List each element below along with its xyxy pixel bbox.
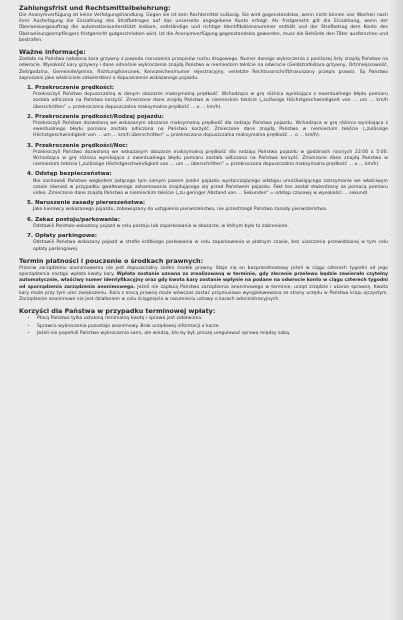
payment-deadline-heading-de: Zahlungsfrist und Rechtsmittelbelehrung:: [19, 4, 171, 12]
benefit-item: • Płacą Państwo tylko ustaloną minimalną kwotę i sprawa jest załatwiona.: [37, 316, 388, 322]
violation-item: [15, 85, 388, 111]
terms-text: [19, 266, 388, 303]
violation-title: 7. Opłaty parkingowe:: [27, 233, 98, 240]
benefits-heading: Korzyści dla Państwa w przypadku terminowej wpłaty:: [19, 307, 216, 316]
violation-item: [15, 114, 388, 140]
page-edge-shadow: [389, 0, 403, 620]
violation-text: Nie zachowali Państwo względem jadącego tym samym pasem jezdni pojazdu wystarczającego odstępu umożliwiającego zatrzymanie we właściwym czasie również w przypadku gwałtownego zahamowania znajdującego się przed Państwem pojazdu. Fakt ten został stwierdzony za pomocą pomiaru video. Zmierzone dane znajdą Państwo w niemieckim tekście („zu geringer Abstand von … Sekunden" = odstęp czasowy w wysokości … sekund).: [33, 178, 388, 197]
violation-item: [15, 143, 388, 169]
important-info-heading: Ważne informacje:: [19, 48, 86, 57]
violation-list: [15, 85, 388, 253]
violation-item: [15, 233, 388, 253]
violation-title: 6. Zakaz postoju/parkowania:: [27, 216, 120, 223]
violation-title: 4. Odstęp bezpieczeństwa:: [27, 171, 112, 178]
benefit-item: • Jeżeli nie popełnili Państwo wykroczenia sami, ale wiedzą, kto by był, proszę uregulować sprawę między sobą.: [37, 331, 388, 337]
payment-deadline-text-de: Die Anonymverfügung ist keine Verfolgungshandlung. Gegen sie ist kein Rechtsmittel zulässig. Sie wird gegenstandslos, wenn nicht binnen vier Wochen nach ihrer Ausfertigung die Einzahlung des Strafbetrages auf das unserseits angegebene Konto erfolgt. Als fristgerecht gilt die Einzahlung, wenn der Überweisungsauftrag die automationsunterstützt lesbare, vollständige und richtige Identifikationsnummer enthält und der Strafbetrag dem Konto des Überweisungsempfängers fristgerecht gutgeschrieben wird. Ist die Anonymverfügung gegenstandslos geworden, muss die Behörde den Täter ausforschen und bestrafen.: [19, 13, 388, 43]
terms-text-part: Przeciw zarządzeniu anonimowemu nie jest dopuszczalny żaden środek prawny. Staje się on bezprzedmiotowy jeżeli w ciągu czterech tygodni od jego sporządzenia nastąpi wpłata kwoty kary.: [19, 265, 388, 278]
violation-text: Przekroczyli Państwo dopuszczalną w danym obszarze maksymalną prędkość. Wchodząca w grę różnica wynikająca z ewentualnego błędu pomiaru została odliczona na Państwa korzyść. Zmierzone dane znajdą Państwo w niemieckim tekście („zulässige Höchstgeschwindigkeit von … um … km/h überschritten" = przekroczona dopuszczalna maksymalna prędkość … o … km/h).: [33, 92, 388, 110]
benefits-list: [29, 316, 388, 337]
violation-title: 2. Przekroczenie prędkości/Rodzaj pojazdu:: [27, 113, 164, 120]
violation-item: [15, 200, 388, 213]
terms-heading: Termin płatności i pouczenie o środkach prawnych:: [19, 256, 204, 265]
terms-text-bold: Wpłata zostanie uznana za zrealizowaną w terminie, gdy zlecenie przelewu będzie zawierało czytelny automatycznie, właściwy numer identyfikacyjny oraz gdy kwota kary zostanie wpłynie na podane na odwrocie konto w ciągu czterech tygodni od sporządzenia zarządzenia anonimowego.: [19, 272, 388, 290]
violation-text: Jako kierowcy wskazanego pojazdu, zobowiązany do ustąpienia pierwszeństwa, nie przestrzegli Państwo zasady pierwszeństwa.: [33, 207, 328, 213]
violation-title: 5. Naruszenie zasady pierwszeństwa:: [27, 200, 146, 207]
violation-text: Przekroczyli Państwo dozwoloną we wskazanym obszarze maksymalną prędkość dla rodzaju Państwa pojazdu w godzinach nocnych 22:00 a 5:00. Wchodząca w grę różnica wynikająca z ewentualnego błędu pomiaru została odliczona na Państwa korzyść. Zmierzone dane znajdą Państwo w niemieckim tekście („zulässige Höchstgeschwindigkeit von … um … überschritten" = przekroczona dopuszczalna maksymalna prędkość … o … km/h).: [33, 149, 388, 168]
violation-text: Odstawili Państwo wskazany pojazd w celu postoju lub zaparkowania w obszarze, w którym było to zabronione.: [33, 223, 289, 229]
important-info-text: Została na Państwa nałożona kara grzywny z powodu naruszenia przepisów ruchu drogowego. Numer danego wykroczenia z poniższej listy znajdą Państwo na odwrocie. Wysokość kary grzywny i dane odnośnie wykroczenia znajdą Państwo w niemieckim tekście na odwrocie (Geldstrafe/kara grzywny, Ort/miejscowość, Zeit/godzina, Gemeinde/gmina, Richtung/kierunek, Kennzeichen/numer rejestracyjny, verletzte Rechtsvorschrift/naruszony przepis prawa). Są Państwo zaproszeni jako właściciele zatwierdzeni o dopuszczenie wskazanego pojazdu.: [19, 57, 388, 81]
violation-text: Odstawili Państwo wskazany pojazd w strefie krótkiego parkowania w celu zaparkowania w płatnym czasie, bez uiszczenia przewidzianej w tym celu opłaty parkingowej.: [33, 240, 388, 252]
violation-title: 1. Przekroczenie prędkości:: [27, 85, 114, 92]
benefit-item: • Sprawca wykroczenia pozostaje anonimowy. Brak urzędowej informacji o karze.: [37, 324, 388, 330]
violation-title: 3. Przekroczenie prędkości/Noc:: [27, 142, 128, 149]
violation-text: Przekroczyli Państwo dozwoloną we wskazanym obszarze maksymalną prędkość dla rodzaju Państwa pojazdu. Wchodząca w grę różnica wynikająca z ewentualnego błędu pomiaru została odliczona na Państwa korzyść. Zmierzone dane znajdą Państwo w niemieckim tekście („zulässige Höchstgeschwindigkeit von … um … km/h überschritten" = przekroczona dopuszczalna maksymalna prędkość … o … km/h).: [33, 121, 388, 139]
document-content: [15, 4, 388, 338]
violation-item: [15, 217, 388, 230]
terms-text-part: Jeżeli nie zapłacą Państwo zarządzenia anonimowego w terminie, urząd zrządzie i ukarze sprawcę. Kwota kary może przy tym ulec zwiększeniu. Kara z mocą prawną może wówczas zostać przymusowo wyegzekwowana ze strony urzędu w Państwa kraju ojczystym. Zarządzenie anonimowe nie jest działaniem w celu ściągnięcia w rozumieniu ustawy o karach administracyjnych.: [19, 284, 388, 302]
violation-item: [15, 171, 388, 197]
